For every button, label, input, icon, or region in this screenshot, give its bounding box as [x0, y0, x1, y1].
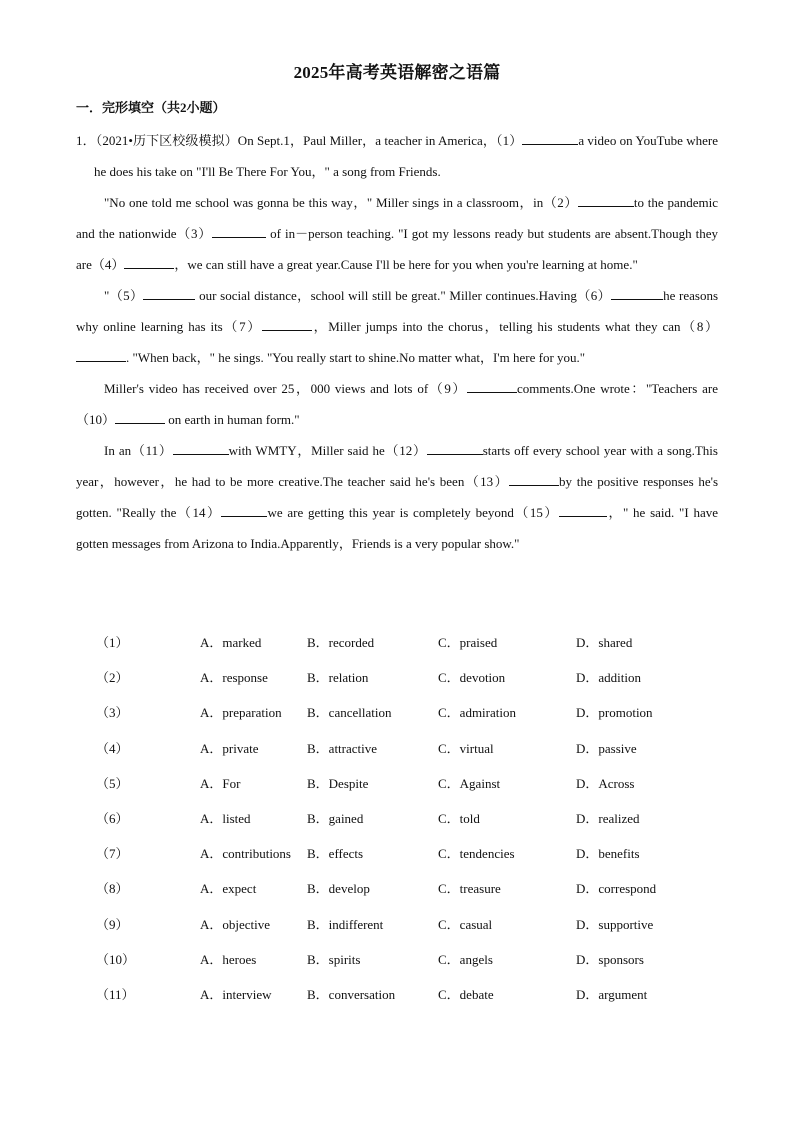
option-row — [96, 907, 716, 942]
option-d: D．benefits — [576, 846, 640, 862]
text-span: . "When back，" he sings. "You really start to shine.No matter what，I'm here for you." — [126, 350, 586, 365]
blank-7 — [262, 318, 312, 331]
option-a: A．heroes — [200, 951, 257, 967]
text-span: we are getting this year is completely beyond（15） — [267, 505, 559, 520]
text-span: starts off every school year with a song.This year，however，he had to be more creative.The teacher said he's been（13） — [76, 443, 718, 489]
options-table — [96, 625, 716, 1012]
option-row — [96, 731, 716, 766]
blank-14 — [221, 504, 267, 517]
page-title: 2025年高考英语解密之语篇 — [293, 63, 501, 82]
option-row — [96, 766, 716, 801]
option-c: C．tendencies — [438, 846, 515, 862]
text-span: ，" he said. "I have gotten messages from Arizona to India.Apparently，Friends is a very popular show." — [76, 505, 718, 551]
option-b: B．Despite — [307, 775, 369, 791]
blank-11 — [173, 442, 229, 455]
option-b: B．conversation — [307, 986, 396, 1002]
option-d: D．supportive — [576, 916, 654, 932]
question-number: （4） — [96, 740, 129, 756]
option-b: B．gained — [307, 810, 364, 826]
option-c: C．casual — [438, 916, 493, 932]
option-d: D．addition — [576, 670, 641, 686]
option-a: A．interview — [200, 986, 272, 1002]
option-row — [96, 660, 716, 695]
text-span: ，Miller jumps into the chorus，telling his students what they can（8） — [311, 319, 719, 334]
text-span: our social distance，school will still be great." Miller continues.Having（6） — [199, 288, 612, 303]
option-c: C．told — [438, 810, 480, 826]
text-span: comments.One wrote："Teachers are（10） — [76, 381, 719, 427]
option-a: A．private — [200, 740, 259, 756]
blank-10 — [115, 411, 165, 424]
cloze-passage — [76, 125, 718, 559]
text-span: of in－person teaching. "I got my lessons ready but students are absent.Though they are（4） — [76, 226, 719, 272]
option-row — [96, 977, 716, 1012]
question-number: （8） — [96, 881, 129, 897]
option-row — [96, 801, 716, 836]
text-span: 1．（2021•历下区校级模拟）On Sept.1，Paul Miller，a teacher in America，（1） — [76, 133, 523, 148]
option-d: D．realized — [576, 810, 640, 826]
option-d: D．sponsors — [576, 951, 644, 967]
option-a: A．For — [200, 775, 241, 791]
text-span: by the positive responses he's gotten. "Really the（14） — [76, 474, 719, 520]
text-span: with WMTY，Miller said he（12） — [228, 443, 427, 458]
option-c: C．virtual — [438, 740, 494, 756]
option-c: C．praised — [438, 635, 498, 650]
question-number: （6） — [96, 810, 129, 826]
option-c: C．admiration — [438, 705, 516, 721]
option-a: A．expect — [200, 881, 257, 897]
question-number: （5） — [96, 775, 129, 791]
option-d: D．shared — [576, 635, 633, 650]
blank-3 — [212, 225, 266, 238]
question-number: （7） — [96, 846, 129, 862]
question-number: （3） — [96, 705, 129, 721]
blank-13 — [509, 473, 559, 486]
question-number: （1） — [96, 635, 129, 650]
text-span: to the pandemic and the nationwide（3） — [76, 195, 719, 241]
option-d: D．promotion — [576, 705, 653, 721]
paragraph-2 — [76, 187, 718, 280]
option-a: A．objective — [200, 916, 271, 932]
question-number: （11） — [96, 986, 135, 1002]
option-b: B．attractive — [307, 740, 378, 756]
paragraph-5 — [76, 435, 718, 559]
option-c: C．Against — [438, 775, 501, 791]
question-number: （2） — [96, 670, 129, 686]
option-d: D．Across — [576, 775, 635, 791]
option-a: A．listed — [200, 810, 251, 826]
text-span: "No one told me school was gonna be this way，" Miller sings in a classroom，in（2） — [104, 195, 578, 210]
option-row — [96, 625, 716, 660]
blank-8 — [76, 349, 126, 362]
question-number: （9） — [96, 916, 129, 932]
option-c: C．treasure — [438, 881, 501, 897]
text-span: In an（11） — [104, 443, 173, 458]
blank-1 — [522, 132, 578, 145]
option-b: B．indifferent — [307, 916, 384, 932]
blank-6 — [611, 287, 663, 300]
text-span: a video on YouTube where he does his take on "I'll Be There For You，" a song from Friends. — [94, 133, 718, 179]
text-span: he reasons why online learning has its（7） — [76, 288, 719, 334]
text-span: ，we can still have a great year.Cause I'll be here for you when you're learning at home." — [174, 257, 638, 272]
blank-2 — [578, 194, 634, 207]
option-b: B．effects — [307, 846, 364, 862]
text-span: "（5） — [104, 288, 144, 303]
option-a: A．marked — [200, 635, 262, 650]
blank-9 — [467, 380, 517, 393]
blank-15 — [559, 504, 607, 517]
text-span: on earth in human form." — [168, 412, 300, 427]
option-d: D．correspond — [576, 881, 657, 897]
option-b: B．spirits — [307, 951, 361, 967]
option-b: B．cancellation — [307, 705, 392, 721]
option-row — [96, 942, 716, 977]
blank-5 — [143, 287, 195, 300]
option-b: B．recorded — [307, 635, 375, 650]
question-number: （10） — [96, 951, 136, 967]
option-c: C．debate — [438, 986, 494, 1002]
option-row — [96, 836, 716, 871]
option-c: C．angels — [438, 951, 493, 967]
option-a: A．contributions — [200, 846, 291, 862]
section-heading: 一．完形填空（共2小题） — [76, 100, 226, 115]
paragraph-1 — [76, 125, 718, 187]
paragraph-4 — [76, 373, 718, 435]
text-span: Miller's video has received over 25，000 views and lots of（9） — [104, 381, 468, 396]
blank-12 — [427, 442, 483, 455]
paragraph-3 — [76, 280, 718, 373]
blank-4 — [124, 256, 174, 269]
option-row — [96, 871, 716, 906]
option-c: C．devotion — [438, 670, 506, 686]
option-a: A．preparation — [200, 705, 282, 721]
option-d: D．passive — [576, 740, 637, 756]
option-d: D．argument — [576, 986, 648, 1002]
option-b: B．relation — [307, 670, 369, 686]
option-b: B．develop — [307, 881, 370, 897]
option-row — [96, 695, 716, 730]
option-a: A．response — [200, 670, 268, 686]
